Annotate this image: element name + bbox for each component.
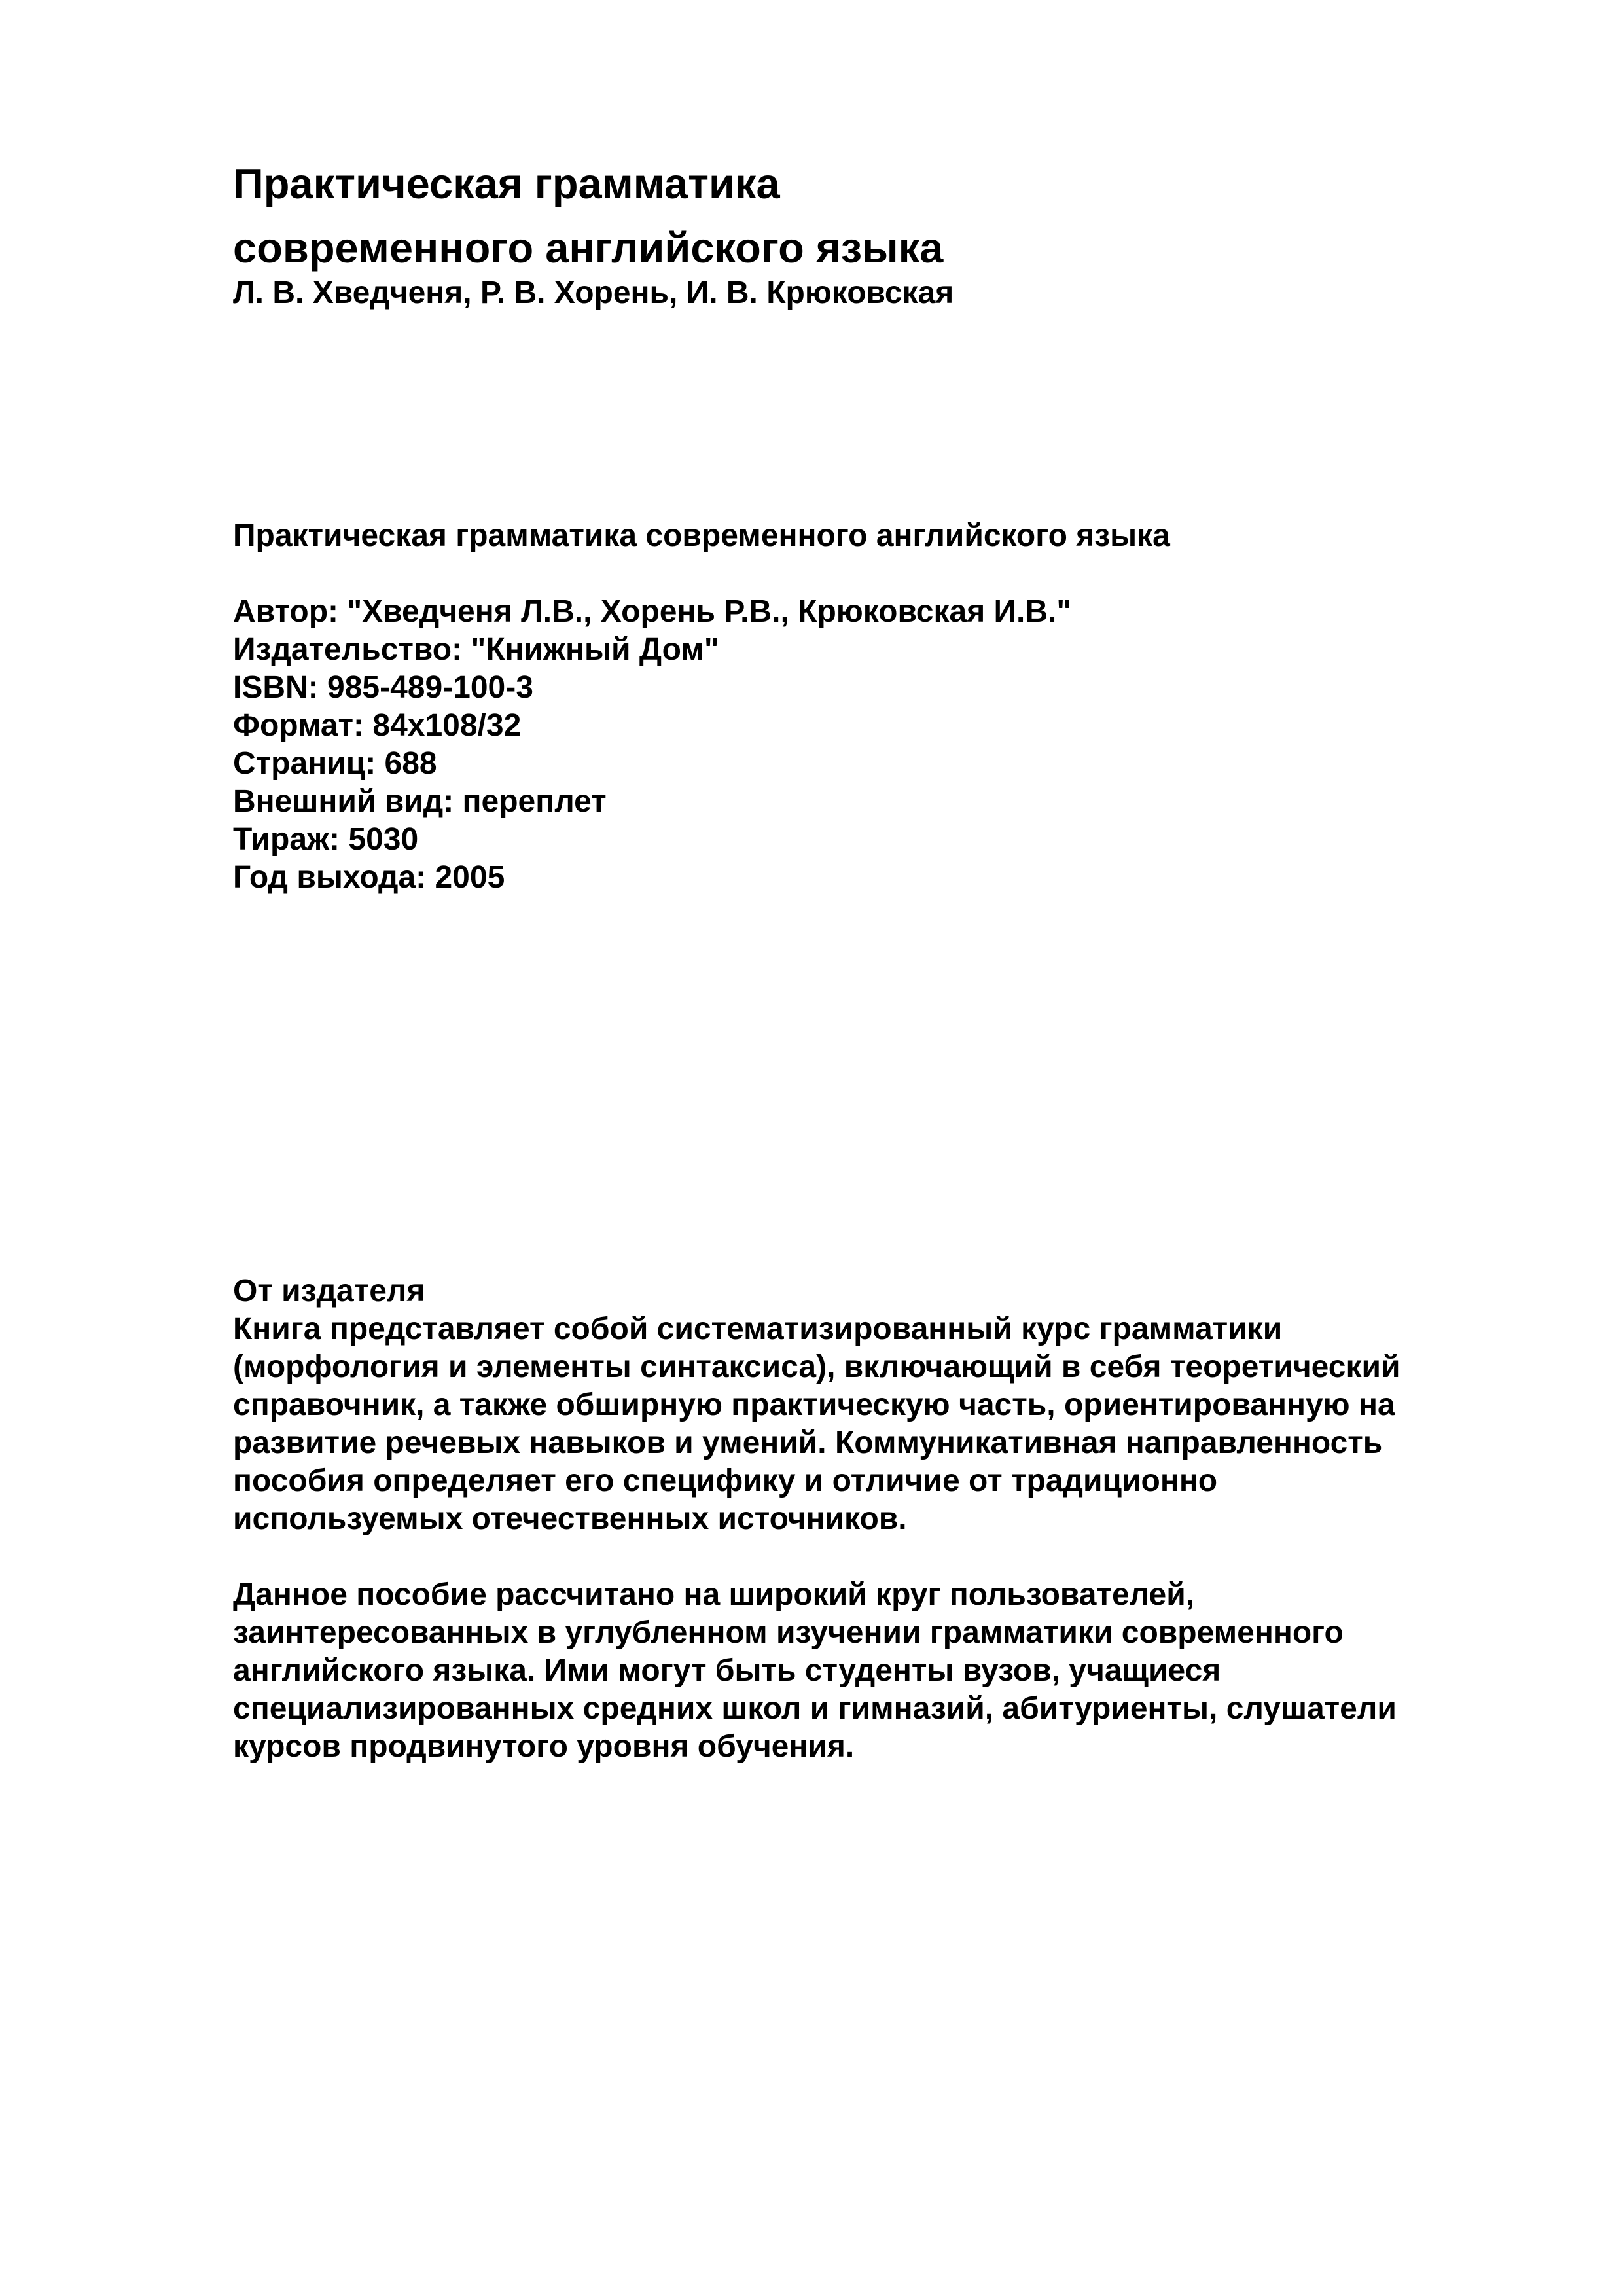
info-heading: Практическая грамматика современного английского языка	[233, 518, 1170, 553]
book-title-line-2: современного английского языка	[233, 224, 944, 272]
info-field-isbn: ISBN: 985-489-100-3	[233, 670, 533, 705]
paragraph-1-line: (морфология и элементы синтаксиса), включающий в себя теоретический	[233, 1350, 1400, 1384]
info-field-binding: Внешний вид: переплет	[233, 784, 607, 819]
paragraph-2-line: курсов продвинутого уровня обучения.	[233, 1729, 855, 1764]
paragraph-2-line: заинтересованных в углубленном изучении грамматики современного	[233, 1615, 1344, 1650]
paragraph-1-line: пособия определяет его специфику и отличие от традиционно	[233, 1463, 1218, 1498]
paragraph-1-line: справочник, а также обширную практическую часть, ориентированную на	[233, 1388, 1395, 1422]
authors: Л. В. Хведченя, Р. В. Хорень, И. В. Крюковская	[233, 276, 954, 310]
paragraph-2-line: специализированных средних школ и гимназий, абитуриенты, слушатели	[233, 1691, 1397, 1726]
book-info	[233, 517, 1170, 897]
publisher-note-heading: От издателя	[233, 1274, 425, 1308]
paragraph-1-line: развитие речевых навыков и умений. Коммуникативная направленность	[233, 1426, 1383, 1460]
info-field-publisher: Издательство: "Книжный Дом"	[233, 632, 719, 667]
paragraph-1-line: используемых отечественных источников.	[233, 1501, 907, 1536]
info-field-author: Автор: "Хведченя Л.В., Хорень Р.В., Крюковская И.В."	[233, 594, 1072, 629]
info-field-pages: Страниц: 688	[233, 746, 437, 781]
publisher-note	[233, 1272, 1400, 1766]
info-field-print-run: Тираж: 5030	[233, 822, 419, 857]
document-header	[233, 152, 954, 312]
book-title-line-1: Практическая грамматика	[233, 160, 780, 207]
info-field-year: Год выхода: 2005	[233, 860, 505, 895]
paragraph-2-line: Данное пособие рассчитано на широкий круг пользователей,	[233, 1577, 1195, 1612]
info-field-format: Формат: 84x108/32	[233, 708, 522, 743]
paragraph-1-line: Книга представляет собой систематизированный курс грамматики	[233, 1312, 1283, 1346]
paragraph-2-line: английского языка. Ими могут быть студенты вузов, учащиеся	[233, 1653, 1221, 1688]
